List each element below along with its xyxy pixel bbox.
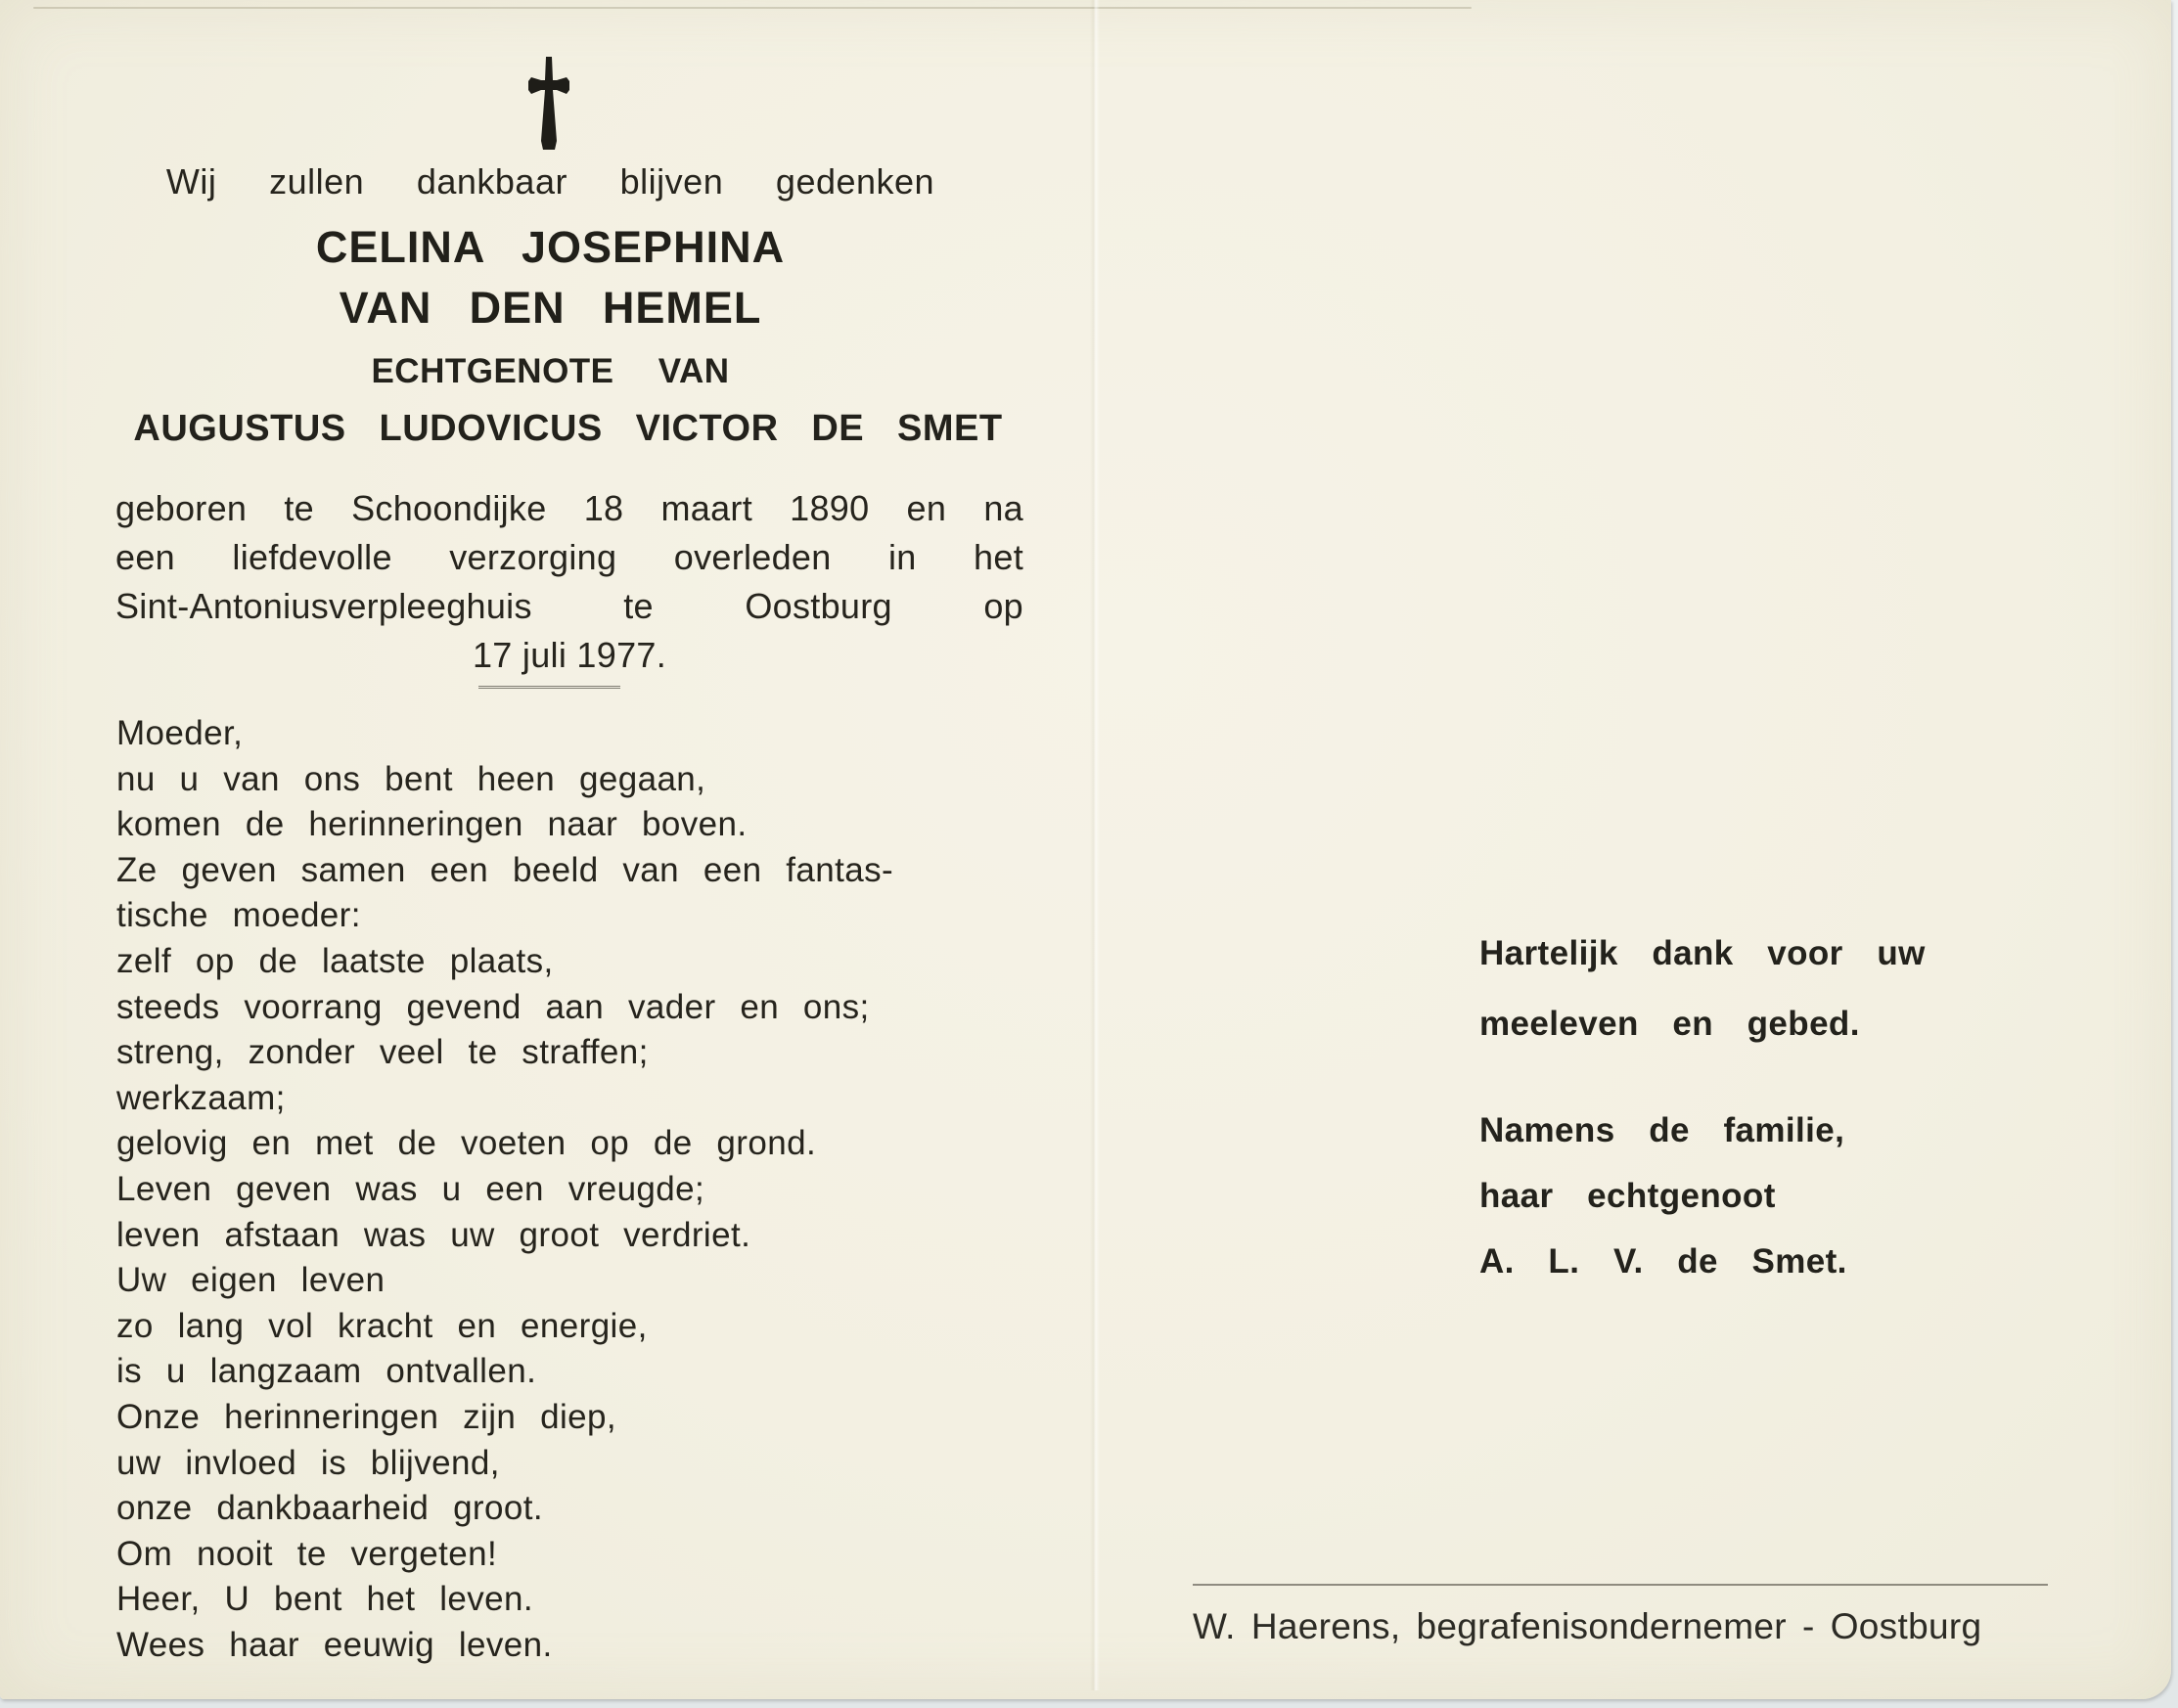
bio-line: een liefdevolle verzorging overleden in het xyxy=(115,537,1023,577)
thanks-block xyxy=(1479,919,1926,1059)
deceased-name-line-2: VAN DEN HEMEL xyxy=(339,283,762,333)
poem-line: Leven geven was u een vreugde; xyxy=(116,1169,705,1208)
relation-label: ECHTGENOTE VAN xyxy=(371,352,730,390)
footer-rule xyxy=(1193,1584,2048,1586)
closing-line: Namens de familie, xyxy=(1479,1111,1845,1149)
poem-line: onze dankbaarheid groot. xyxy=(116,1489,543,1528)
poem-line: leven afstaan was uw groot verdriet. xyxy=(116,1215,751,1254)
poem-line: zelf op de laatste plaats, xyxy=(116,941,554,980)
poem-line: Onze herinneringen zijn diep, xyxy=(116,1397,616,1436)
biography-paragraph xyxy=(115,484,1023,680)
spouse-name: AUGUSTUS LUDOVICUS VICTOR DE SMET xyxy=(133,408,1003,449)
poem-line: zo lang vol kracht en energie, xyxy=(116,1306,648,1345)
intro-line: Wij zullen dankbaar blijven gedenken xyxy=(165,161,935,202)
poem-line: steeds voorrang gevend aan vader en ons; xyxy=(116,987,870,1026)
closing-line: A. L. V. de Smet. xyxy=(1479,1242,1847,1281)
poem-line: uw invloed is blijvend, xyxy=(116,1443,500,1482)
closing-line: haar echtgenoot xyxy=(1479,1177,1776,1215)
thanks-line: Hartelijk dank voor uw xyxy=(1479,934,1926,972)
poem-line: is u langzaam ontvallen. xyxy=(116,1352,537,1391)
poem-line: Uw eigen leven xyxy=(116,1261,386,1300)
poem-line: komen de herinneringen naar boven. xyxy=(116,805,748,844)
poem-line: Heer, U bent het leven. xyxy=(116,1580,533,1619)
poem-line: Om nooit te vergeten! xyxy=(116,1534,498,1573)
closing-block xyxy=(1479,1098,1847,1294)
poem-line: streng, zonder veel te straffen; xyxy=(116,1033,649,1072)
thanks-line: meeleven en gebed. xyxy=(1479,1005,1860,1043)
deceased-name-line-1: CELINA JOSEPHINA xyxy=(315,222,786,272)
poem-line: nu u van ons bent heen gegaan, xyxy=(116,759,706,798)
fold-crease xyxy=(1090,0,1100,1690)
bio-date-line: 17 juli 1977. xyxy=(472,635,667,675)
section-divider xyxy=(478,686,620,689)
poem-line: tische moeder: xyxy=(116,896,361,935)
undertaker-line: W. Haerens, begrafenisondernemer - Oostburg xyxy=(1193,1606,1982,1646)
poem-line: gelovig en met de voeten op de grond. xyxy=(116,1124,817,1163)
poem-line: Wees haar eeuwig leven. xyxy=(116,1625,553,1664)
scan-edge-artifact xyxy=(33,7,1472,9)
memorial-poem xyxy=(116,711,893,1668)
undertaker-footer xyxy=(1193,1584,2048,1647)
bio-line: Sint-Antoniusverpleeghuis te Oostburg op xyxy=(115,586,1023,626)
poem-line: Moeder, xyxy=(116,714,244,752)
bio-line: geboren te Schoondijke 18 maart 1890 en na xyxy=(115,488,1023,528)
poem-line: werkzaam; xyxy=(116,1078,286,1117)
poem-line: Ze geven samen een beeld van een fantas- xyxy=(116,850,894,889)
latin-cross-icon xyxy=(526,55,571,153)
